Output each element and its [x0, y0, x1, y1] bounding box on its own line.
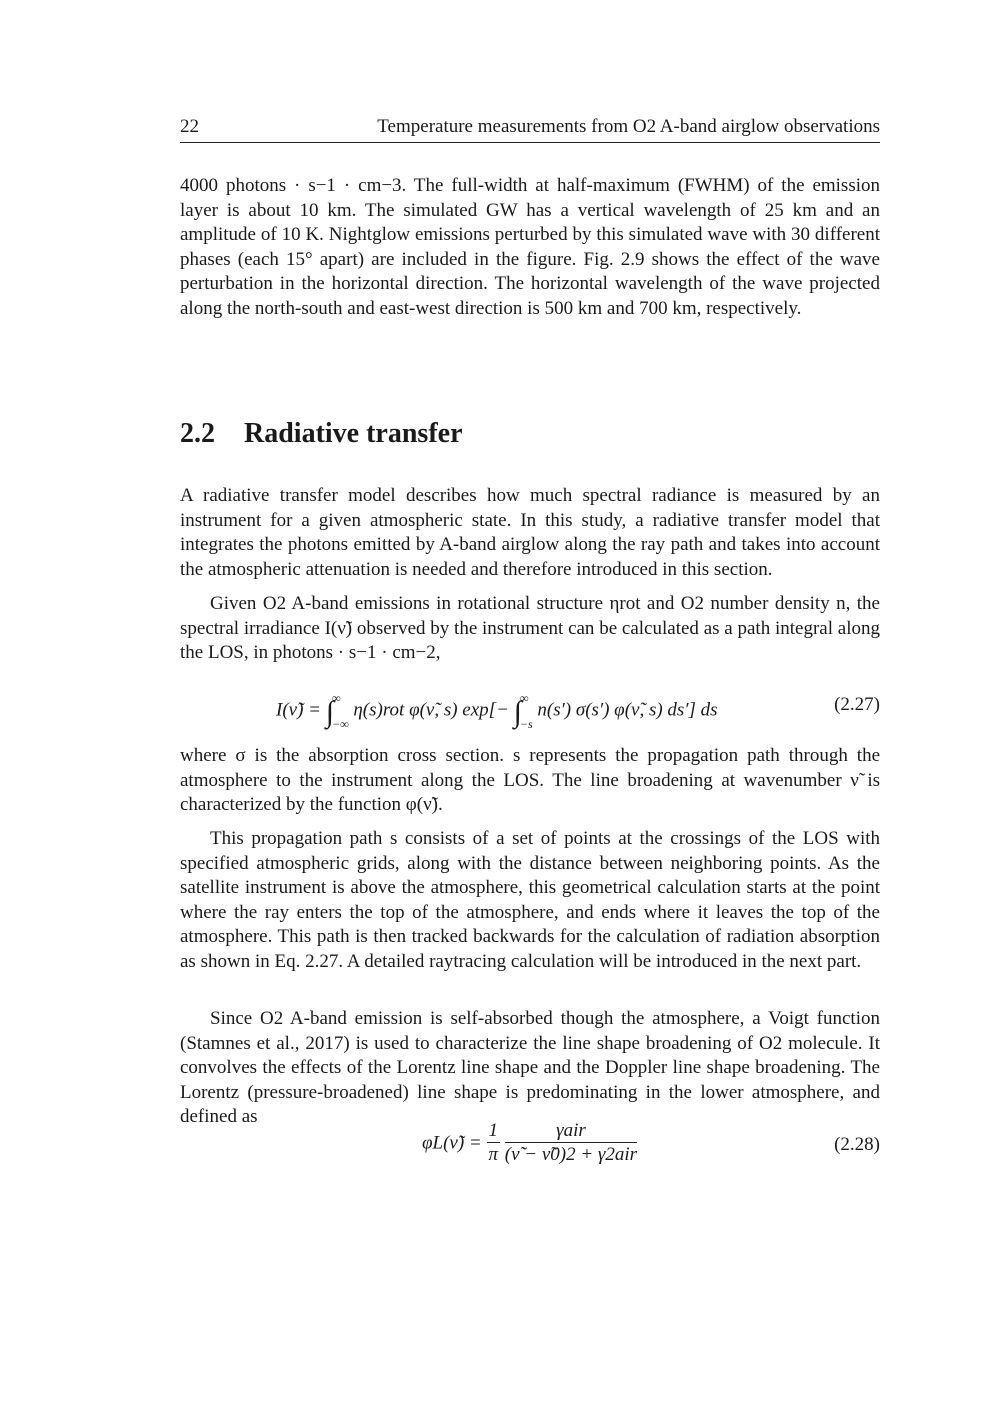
- paragraph-spectral-irradiance: Given O2 A-band emissions in rotational structure ηrot and O2 number density n, the spectral irradiance I(ν̃) observed by the instrument can be calculated as a path integral along the LOS, in photons · s−1 · cm−2,: [180, 593, 880, 663]
- fraction-2: [505, 1120, 637, 1167]
- fraction-denominator: (ν̃ − ν̃0)2 + γ2air: [504, 1144, 638, 1165]
- limit-upper: ∞: [331, 691, 341, 705]
- equation-2-28: [180, 1120, 880, 1176]
- paragraph-radiative-model: A radiative transfer model describes how much spectral radiance is measured by an instrument for a given atmospheric state. In this study, a radiative transfer model that integrates the photons emitted by A-band airglow along the ray path and takes into account the atmospheric attenuation is needed and therefore introduced in this section.: [180, 485, 880, 580]
- equation-2-27-body: [276, 692, 718, 730]
- running-title: Temperature measurements from O2 A-band airglow observations: [377, 116, 880, 137]
- running-header: [180, 114, 880, 143]
- fraction-numerator: 1: [488, 1120, 498, 1141]
- fraction-denominator: π: [488, 1144, 499, 1165]
- fraction-numerator: γair: [505, 1120, 637, 1143]
- page-number: 22: [180, 116, 199, 137]
- eq-integrand-1: η(s)rot φ(ν̃, s) exp[−: [353, 699, 509, 721]
- integral-limits-1: [332, 692, 349, 730]
- eq-integrand-2: n(s′) σ(s′) φ(ν̃, s) ds′] ds: [537, 699, 718, 721]
- integral-limits-2: [520, 692, 533, 730]
- intro-paragraph: 4000 photons · s−1 · cm−3. The full-width at half-maximum (FWHM) of the emission layer is about 10 km. The simulated GW has a vertical wavelength of 25 km and an amplitude of 10 K. Nightglow emissions perturbed by this simulated wave with 30 different phases (each 15° apart) are included in the figure. Fig. 2.9 shows the effect of the wave perturbation in the horizontal direction. The horizontal wavelength of the wave projected along the north-south and east-west direction is 500 km and 700 km, respectively.: [180, 175, 880, 319]
- paragraph-propagation-path: This propagation path s consists of a set of points at the crossings of the LOS with specified atmospheric grids, along with the distance between neighboring points. As the satellite instrument is above the atmosphere, this geometrical calculation starts at the point where the ray enters the top of the atmosphere, and ends where it leaves the top of the atmosphere. This path is then tracked backwards for the calculation of radiation absorption as shown in Eq. 2.27. A detailed raytracing calculation will be introduced in the next part.: [180, 828, 880, 972]
- section-title: Radiative transfer: [244, 418, 463, 449]
- limit-upper: ∞: [519, 691, 529, 705]
- integral-sign-2: ∫: [513, 695, 522, 729]
- integral-sign-1: ∫: [325, 695, 334, 729]
- paragraph-absorption: where σ is the absorption cross section. s represents the propagation path through the atmosphere to the instrument along the LOS. The line broadening at wavenumber ν̃ is characterized by the function φ(ν̃).: [180, 745, 880, 815]
- limit-lower: −∞: [331, 717, 349, 731]
- equation-2-27: [180, 691, 880, 731]
- section-number: 2.2: [180, 418, 215, 449]
- equation-2-28-body: [422, 1120, 637, 1167]
- equation-number-2-28: (2.28): [834, 1134, 880, 1155]
- eq-lhs: φL(ν̃) =: [422, 1132, 482, 1154]
- paragraph-voigt: Since O2 A-band emission is self-absorbed though the atmosphere, a Voigt function (Stamnes et al., 2017) is used to characterize the line shape broadening of O2 molecule. It convolves the effects of the Lorentz line shape and the Doppler line shape broadening. The Lorentz (pressure-broadened) line shape is predominating in the lower atmosphere, and defined as: [180, 1008, 880, 1127]
- eq-lhs: I(ν̃) =: [276, 699, 321, 721]
- equation-number-2-27: (2.27): [834, 694, 880, 715]
- section-heading: [180, 414, 463, 454]
- limit-lower: −s: [519, 717, 533, 731]
- fraction-1: [487, 1120, 501, 1167]
